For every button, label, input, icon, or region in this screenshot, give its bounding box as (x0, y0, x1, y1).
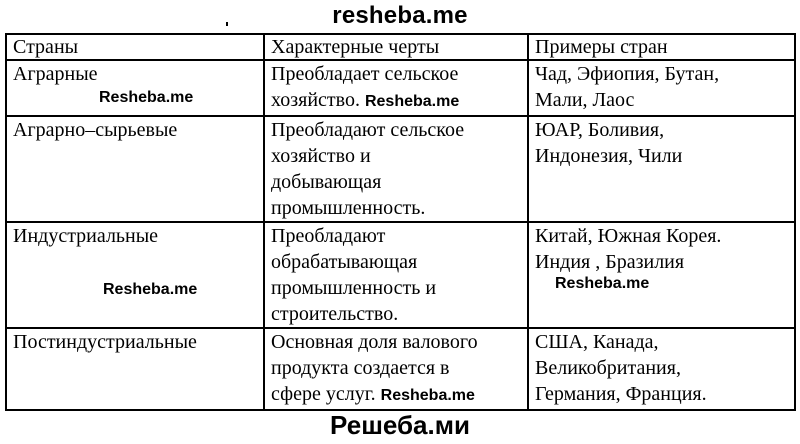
header-examples: Примеры стран (528, 34, 795, 60)
cell-features (264, 328, 528, 410)
examples-text: Китай, Южная Корея. Индия , Бразилия (535, 225, 722, 273)
table-header-row (6, 34, 795, 60)
cell-type: Аграрно–сырьевые (6, 116, 264, 222)
watermark-inline: Resheba.me (99, 89, 194, 106)
cell-features (264, 60, 528, 116)
cell-examples: ЮАР, Боливия, Индонезия, Чили (528, 116, 795, 222)
cell-features: Преобладают обрабатывающая промышленность и строительство. (264, 222, 528, 328)
cell-examples: Чад, Эфиопия, Бутан, Мали, Лаос (528, 60, 795, 116)
header-features: Характерные черты (264, 34, 528, 60)
cell-features: Преобладают сельское хозяйство и добывающая промышленность. (264, 116, 528, 222)
stray-mark (226, 22, 228, 26)
header-countries: Страны (6, 34, 264, 60)
features-text: Преобладает сельское хозяйство. (271, 63, 459, 111)
watermark-inline: Resheba.me (364, 93, 460, 110)
countries-table (5, 33, 796, 411)
features-text: Основная доля валового продукта создается в сфере услуг. (271, 331, 478, 405)
cell-examples: США, Канада, Великобритания, Германия, Франция. (528, 328, 795, 410)
type-label: Аграрные (13, 63, 98, 85)
type-label: Индустриальные (13, 225, 159, 247)
watermark-bottom: Решеба.ми (330, 410, 470, 440)
table-row (6, 328, 795, 410)
cell-type: Постиндустриальные (6, 328, 264, 410)
cell-type (6, 60, 264, 116)
watermark-inline: Resheba.me (103, 281, 198, 298)
table-row (6, 222, 795, 328)
table-row (6, 116, 795, 222)
watermark-top: resheba.me (332, 2, 468, 29)
cell-examples (528, 222, 795, 328)
watermark-inline: Resheba.me (555, 275, 650, 292)
table-row (6, 60, 795, 116)
cell-type (6, 222, 264, 328)
watermark-inline: Resheba.me (380, 387, 475, 404)
